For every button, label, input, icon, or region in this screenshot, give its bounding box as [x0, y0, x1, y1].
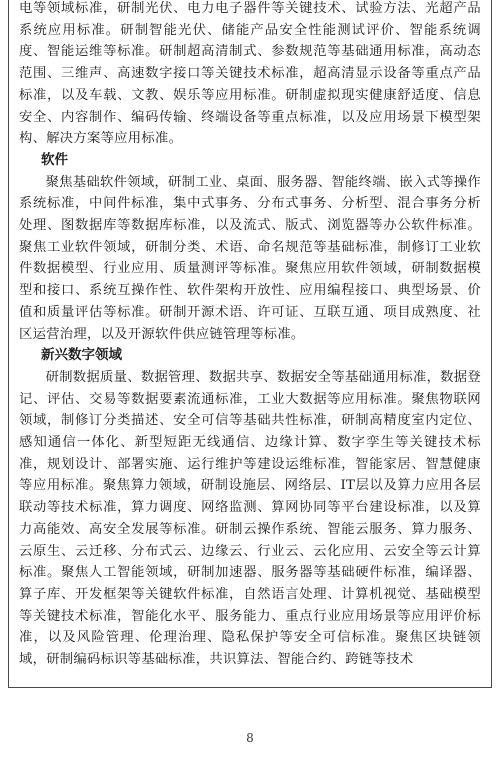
paragraph-software: 聚焦基础软件领域，研制工业、桌面、服务器、智能终端、嵌入式等操作系统标准，中间件标准，集中式事务、分布式事务、分析型、混合事务分析处理、图数据库等数据库标准，以及流式、版式、浏览器等办公软件标准。聚焦工业软件领域，研制分类、术语、命名规范等基础标准，制修订工业软件数据模型、行业应用、质量测评等标准。聚焦应用软件领域，研制数据模型和接口、系统互操作性、软件架构开放性、应用编程接口、典型场景、价值和质量评估等标准。研制开源术语、许可证、互联互通、项目成熟度、社区运营治理，以及开源软件供应链管理等标准。: [19, 174, 481, 342]
heading-software: 软件: [41, 151, 68, 168]
page-number: 8: [246, 731, 254, 745]
text-frame: [8, 0, 492, 688]
heading-emerging-digital: 新兴数字领域: [41, 347, 122, 364]
paragraph-intro: 电等领域标准，研制光伏、电力电子器件等关键技术、试验方法、光超产品系统应用标准。研制智能光伏、储能产品安全性能测试评价、智能系统调度、智能运维等标准。研制超高清制式、参数规范等基础通用标准，高动态范围、三维声、高速数字接口等关键技术标准，超高清显示设备等重点产品标准，以及车载、文教、娱乐等应用标准。研制虚拟现实健康舒适度、信息安全、内容制作、编码传输、终端设备等重点标准，以及应用场景下模型架构、解决方案等应用标准。: [19, 1, 481, 147]
paragraph-emerging-digital: 研制数据质量、数据管理、数据共享、数据安全等基础通用标准，数据登记、评估、交易等数据要素流通标准，工业大数据等应用标准。聚焦物联网领域，制修订分类描述、安全可信等基础共性标准，研制高精度室内定位、感知通信一体化、新型短距无线通信、边缘计算、数字孪生等关键技术标准，规划设计、部署实施、运行维护等建设运维标准，智能家居、智慧健康等应用标准。聚焦算力领域，研制设施层、网络层、IT层以及算力应用各层联动等技术标准，算力调度、网络监测、算网协同等平台建设标准，以及算力高能效、高安全发展等标准。研制云操作系统、智能云服务、算力服务、云原生、云迁移、分布式云、边缘云、行业云、云化应用、云安全等云计算标准。聚焦人工智能领域，研制加速器、服务器等基础硬件标准，编译器、算子库、开发框架等关键软件标准，自然语言处理、计算机视觉、基础模型等关键技术标准，智能化水平、服务能力、重点行业应用场景等应用评价标准，以及风险管理、伦理治理、隐私保护等安全可信标准。聚焦区块链领域，研制编码标识等基础标准，共识算法、智能合约、跨链等技术: [19, 369, 481, 668]
